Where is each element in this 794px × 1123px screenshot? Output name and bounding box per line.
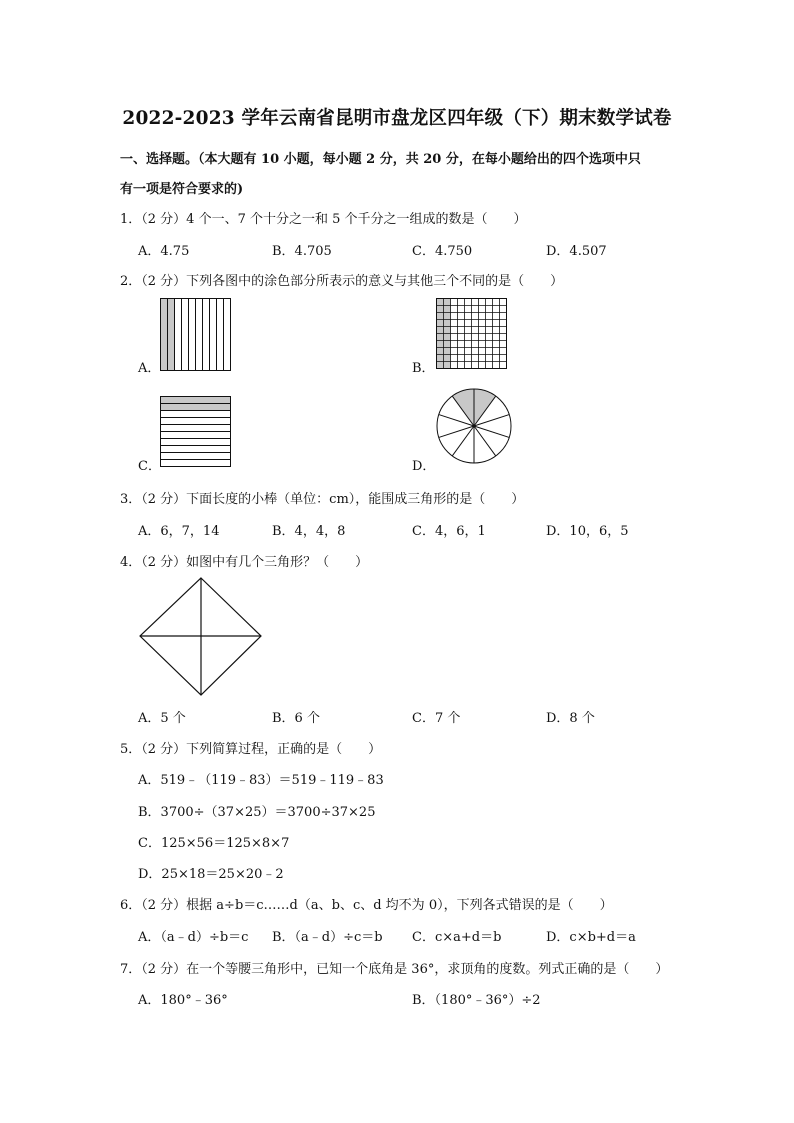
q5-option-c: C．125×56＝125×8×7 [138, 836, 290, 851]
q1-option-a: A．4.75 [138, 244, 190, 259]
figure-c-horizontal-strips [160, 396, 232, 468]
q3-option-c: C．4，6，1 [412, 524, 486, 539]
q5-option-b: B．3700÷（37×25）＝3700÷37×25 [138, 805, 376, 820]
question-7-stem: 7．（2 分）在一个等腰三角形中，已知一个底角是 36°，求顶角的度数。列式正确的是（ ） [120, 962, 669, 977]
section-heading-line2: 有一项是符合要求的) [120, 182, 244, 197]
q1-option-c: C．4.750 [412, 244, 473, 259]
question-2-stem: 2．（2 分）下列各图中的涂色部分所表示的意义与其他三个不同的是（ ） [120, 274, 564, 289]
question-4-stem: 4．（2 分）如图中有几个三角形？（ ） [120, 555, 369, 570]
page-title: 2022-2023 学年云南省昆明市盘龙区四年级（下）期末数学试卷 [122, 108, 672, 129]
q7-option-a: A．180°﹣36° [138, 993, 228, 1008]
q3-option-a: A．6，7，14 [138, 524, 220, 539]
q3-option-d: D．10，6，5 [546, 524, 629, 539]
figure-d-circle-sectors [434, 386, 514, 466]
figure-b-grid [436, 298, 508, 370]
q5-option-a: A．519﹣（119﹣83）＝519﹣119﹣83 [138, 773, 384, 788]
q5-option-d: D．25×18＝25×20﹣2 [138, 867, 284, 882]
question-6-stem: 6．（2 分）根据 a÷b＝c……d（a、b、c、d 均不为 0），下列各式错误的是（ ） [120, 898, 613, 913]
question-5-stem: 5．（2 分）下列简算过程，正确的是（ ） [120, 742, 382, 757]
q2-option-b: B． [412, 361, 435, 376]
figure-q4-diamond [138, 576, 264, 698]
q4-option-d: D．8 个 [546, 711, 595, 726]
q6-option-b: B．（a﹣d）÷c＝b [272, 930, 383, 945]
q2-option-d: D． [412, 459, 436, 474]
q2-option-a: A． [138, 361, 161, 376]
q3-option-b: B．4，4，8 [272, 524, 346, 539]
q1-option-d: D．4.507 [546, 244, 607, 259]
q6-option-d: D．c×b+d＝a [546, 930, 636, 945]
q2-option-c: C． [138, 459, 161, 474]
q6-option-a: A．（a﹣d）÷b＝c [138, 930, 249, 945]
q4-option-a: A．5 个 [138, 711, 186, 726]
q1-option-b: B．4.705 [272, 244, 332, 259]
q7-option-b: B．（180°﹣36°）÷2 [412, 993, 541, 1008]
question-3-stem: 3．（2 分）下面长度的小棒（单位：cm），能围成三角形的是（ ） [120, 492, 525, 507]
q4-option-b: B．6 个 [272, 711, 320, 726]
section-heading-line1: 一、选择题。（本大题有 10 小题，每小题 2 分，共 20 分，在每小题给出的四个选项中只 [120, 152, 641, 167]
q4-option-c: C．7 个 [412, 711, 461, 726]
question-1-stem: 1．（2 分）4 个一、7 个十分之一和 5 个千分之一组成的数是（ ） [120, 212, 527, 227]
figure-a-vertical-strips [160, 298, 232, 372]
q6-option-c: C．c×a+d＝b [412, 930, 502, 945]
